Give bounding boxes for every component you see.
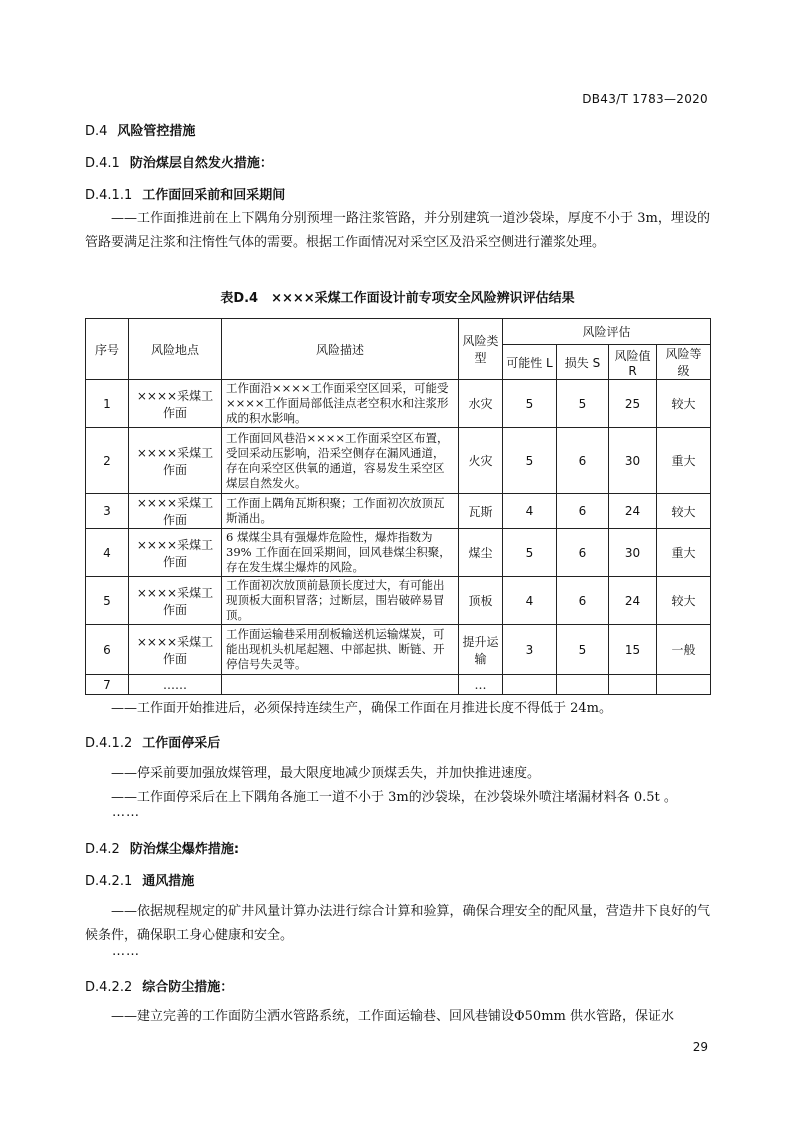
section-heading-d41 — [85, 152, 273, 171]
paragraph-grouting: ——工作面推进前在上下隅角分别预埋一路注浆管路，并分别建筑一道沙袋垛，厚度不小于 3m，埋设的管路要满足注浆和注惰性气体的需要。根据工作面情况对采空区及沿采空侧进行灌浆处理。 — [85, 211, 710, 250]
cell-loss: 5 — [557, 625, 609, 675]
cell-loss: 6 — [557, 428, 609, 494]
ellipsis: …… — [112, 944, 140, 959]
cell-level: 重大 — [657, 529, 711, 577]
cell-location: ××××采煤工作面 — [129, 380, 222, 428]
paragraph-stop-mining: ——停采前要加强放煤管理，最大限度地减少顶煤丢失，并加快推进速度。 — [111, 766, 541, 781]
cell-likelihood: 5 — [503, 529, 557, 577]
risk-assessment-table — [85, 318, 711, 695]
cell-location: …… — [129, 675, 222, 695]
cell-risk-value: 15 — [609, 625, 657, 675]
table-row — [86, 675, 711, 695]
cell-likelihood: 5 — [503, 380, 557, 428]
cell-likelihood — [503, 675, 557, 695]
cell-type: 顶板 — [459, 577, 503, 625]
header-risk-value: 风险值 R — [609, 345, 657, 380]
section-number: D.4.1.2 — [85, 736, 133, 751]
section-title: 防治煤层自然发火措施： — [129, 156, 273, 171]
section-heading-d412 — [85, 732, 220, 751]
page-number: 29 — [692, 1040, 708, 1054]
cell-type: 水灾 — [459, 380, 503, 428]
table-row — [86, 494, 711, 529]
cell-location: ××××采煤工作面 — [129, 494, 222, 529]
table-row — [86, 625, 711, 675]
cell-no: 6 — [86, 625, 129, 675]
cell-no: 3 — [86, 494, 129, 529]
cell-level: 较大 — [657, 577, 711, 625]
table-row — [86, 428, 711, 494]
cell-level: 较大 — [657, 494, 711, 529]
cell-risk-value: 24 — [609, 494, 657, 529]
paragraph-sandbag: ——工作面停采后在上下隅角各施工一道不小于 3m的沙袋垛，在沙袋垛外喷注堵漏材料各 0.5t 。 — [111, 790, 677, 805]
header-no: 序号 — [86, 319, 129, 380]
cell-level: 一般 — [657, 625, 711, 675]
header-likelihood: 可能性 L — [503, 345, 557, 380]
header-location: 风险地点 — [129, 319, 222, 380]
cell-type: 火灾 — [459, 428, 503, 494]
cell-type: 煤尘 — [459, 529, 503, 577]
cell-likelihood: 5 — [503, 428, 557, 494]
cell-loss: 6 — [557, 494, 609, 529]
section-title: 工作面回采前和回采期间 — [142, 188, 286, 203]
cell-type: 提升运输 — [459, 625, 503, 675]
section-heading-d4 — [85, 120, 195, 139]
cell-no: 2 — [86, 428, 129, 494]
cell-location: ××××采煤工作面 — [129, 529, 222, 577]
cell-description: 6 煤煤尘具有强爆炸危险性，爆炸指数为39% 工作面在回采期间，回风巷煤尘积聚，存在发生煤尘爆炸的风险。 — [222, 529, 459, 577]
section-number: D.4 — [85, 124, 108, 139]
cell-risk-value: 24 — [609, 577, 657, 625]
cell-likelihood: 4 — [503, 577, 557, 625]
header-type: 风险类型 — [459, 319, 503, 380]
cell-no: 5 — [86, 577, 129, 625]
cell-likelihood: 4 — [503, 494, 557, 529]
cell-loss: 6 — [557, 577, 609, 625]
section-heading-d421 — [85, 870, 194, 889]
header-description: 风险描述 — [222, 319, 459, 380]
cell-risk-value — [609, 675, 657, 695]
table-row — [86, 577, 711, 625]
cell-no: 7 — [86, 675, 129, 695]
cell-risk-value: 30 — [609, 529, 657, 577]
cell-location: ××××采煤工作面 — [129, 577, 222, 625]
cell-level — [657, 675, 711, 695]
table-row — [86, 380, 711, 428]
cell-description: 工作面回风巷沿××××工作面采空区布置，受回采动压影响，沿采空侧存在漏风通道，存在向采空区供氧的通道，容易发生采空区煤层自然发火。 — [222, 428, 459, 494]
section-heading-d422 — [85, 976, 233, 995]
cell-loss — [557, 675, 609, 695]
table-row — [86, 529, 711, 577]
ellipsis: …… — [112, 805, 140, 820]
cell-description — [222, 675, 459, 695]
section-number: D.4.2 — [85, 842, 120, 857]
cell-description: 工作面初次放顶前悬顶长度过大，有可能出现顶板大面积冒落；过断层，围岩破碎易冒顶。 — [222, 577, 459, 625]
standard-code: DB43/T 1783—2020 — [582, 92, 708, 106]
cell-description: 工作面运输巷采用刮板输送机运输煤炭，可能出现机头机尾起翘、中部起拱、断链、开停信号失灵等。 — [222, 625, 459, 675]
cell-level: 重大 — [657, 428, 711, 494]
section-title: 风险管控措施 — [117, 124, 196, 139]
section-number: D.4.1.1 — [85, 188, 133, 203]
header-level: 风险等级 — [657, 345, 711, 380]
section-heading-d411 — [85, 184, 285, 203]
cell-likelihood: 3 — [503, 625, 557, 675]
section-number: D.4.2.1 — [85, 874, 133, 889]
cell-risk-value: 30 — [609, 428, 657, 494]
header-loss: 损失 S — [557, 345, 609, 380]
paragraph-dust-control: ——建立完善的工作面防尘洒水管路系统，工作面运输巷、回风巷铺设Φ50mm 供水管路，保证水 — [111, 1009, 674, 1024]
cell-risk-value: 25 — [609, 380, 657, 428]
section-title: 防治煤尘爆炸措施: — [129, 842, 240, 857]
cell-description: 工作面沿××××工作面采空区回采，可能受××××工作面局部低洼点老空积水和注浆形成的积水影响。 — [222, 380, 459, 428]
cell-level: 较大 — [657, 380, 711, 428]
section-number: D.4.2.2 — [85, 980, 133, 995]
cell-description: 工作面上隅角瓦斯积聚；工作面初次放顶瓦斯涌出。 — [222, 494, 459, 529]
paragraph-continuous-production: ——工作面开始推进后，必须保持连续生产，确保工作面在月推进长度不得低于 24m。 — [111, 701, 613, 716]
cell-type: … — [459, 675, 503, 695]
cell-location: ××××采煤工作面 — [129, 428, 222, 494]
section-title: 综合防尘措施： — [142, 980, 234, 995]
section-title: 工作面停采后 — [142, 736, 221, 751]
section-title: 通风措施 — [142, 874, 195, 889]
header-assessment: 风险评估 — [503, 319, 711, 345]
cell-no: 4 — [86, 529, 129, 577]
cell-no: 1 — [86, 380, 129, 428]
section-number: D.4.1 — [85, 156, 120, 171]
cell-location: ××××采煤工作面 — [129, 625, 222, 675]
cell-type: 瓦斯 — [459, 494, 503, 529]
paragraph-ventilation: ——依据规程规定的矿井风量计算办法进行综合计算和验算，确保合理安全的配风量，营造井下良好的气候条件，确保职工身心健康和安全。 — [85, 904, 710, 943]
cell-loss: 5 — [557, 380, 609, 428]
table-caption: 表D.4 ××××采煤工作面设计前专项安全风险辨识评估结果 — [220, 291, 575, 306]
cell-loss: 6 — [557, 529, 609, 577]
section-heading-d42 — [85, 838, 239, 857]
